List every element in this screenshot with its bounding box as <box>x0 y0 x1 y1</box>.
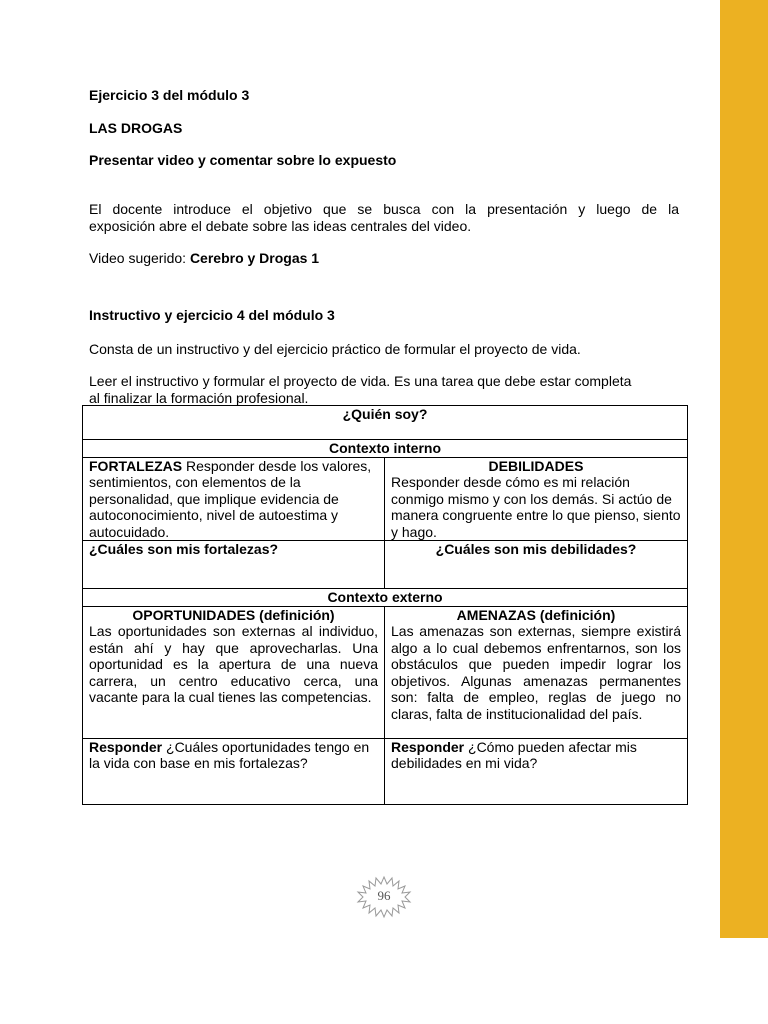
side-color-bar <box>720 0 768 938</box>
intro-line-2: exposición abre el debate sobre las ideas centrales del video. <box>89 218 472 234</box>
page-number-badge <box>352 875 416 919</box>
contexto-interno-cell: Contexto interno <box>83 440 688 458</box>
debilidades-text: Responder desde cómo es mi relación conmigo mismo y con los demás. Si actúo de manera congruente entre lo que pienso, siento y hago. <box>391 474 681 540</box>
debilidades-cell <box>385 457 688 541</box>
task-title: Presentar video y comentar sobre lo expuesto <box>89 152 397 168</box>
video-label: Video sugerido: <box>89 250 190 266</box>
topic-title: LAS DROGAS <box>89 120 183 136</box>
oportunidades-text: Las oportunidades son externas al individuo, están ahí y hay que aprovecharlas. Una oportunidad es la apertura de una nueva carrera, un centro educativo cerca, una vacante para la cual tienes las competencias. <box>89 623 378 705</box>
consta-text: Consta de un instructivo y del ejercicio práctico de formular el proyecto de vida. <box>89 341 581 357</box>
fortalezas-cell <box>83 457 385 541</box>
quien-soy-cell: ¿Quién soy? <box>83 406 688 440</box>
q-oportunidades-cell <box>83 738 385 804</box>
amenazas-text: Las amenazas son externas, siempre existirá algo a lo cual debemos enfrentarnos, son los obstáculos que pueden impedir lograr los objetivos. Algunas amenazas permanentes son: falta de empleo, reglas de juego no claras, falta de institucionalidad del país. <box>391 623 682 722</box>
oportunidades-label: OPORTUNIDADES (definición) <box>132 606 335 623</box>
fortalezas-label: FORTALEZAS <box>89 457 183 474</box>
debilidades-label: DEBILIDADES <box>488 457 584 474</box>
contexto-externo-cell: Contexto externo <box>83 589 688 607</box>
intro-paragraph <box>89 201 679 235</box>
intro-line-1: El docente introduce el objetivo que se busca con la presentación y luego de la <box>89 201 679 217</box>
responder-label-1: Responder <box>89 738 163 755</box>
leer-paragraph <box>89 373 681 407</box>
leer-line-1: Leer el instructivo y formular el proyecto de vida. Es una tarea que debe estar completa <box>89 373 632 389</box>
q-oportunidades-text: ¿Cuáles oportunidades tengo en la vida con base en mis fortalezas? <box>89 738 370 771</box>
responder-label-2: Responder <box>391 738 465 755</box>
project-table <box>82 405 688 805</box>
q-fortalezas-cell: ¿Cuáles son mis fortalezas? <box>83 541 385 589</box>
video-title: Cerebro y Drogas 1 <box>189 250 320 266</box>
q-amenazas-cell <box>385 738 688 804</box>
exercise3-title: Ejercicio 3 del módulo 3 <box>89 87 250 103</box>
exercise4-title: Instructivo y ejercicio 4 del módulo 3 <box>89 307 335 323</box>
video-suggestion <box>89 250 319 267</box>
page-number: 96 <box>377 888 391 903</box>
amenazas-label: AMENAZAS (definición) <box>456 606 616 623</box>
amenazas-cell <box>385 606 688 738</box>
q-debilidades-cell: ¿Cuáles son mis debilidades? <box>385 541 688 589</box>
oportunidades-cell <box>83 606 385 738</box>
fortalezas-text: Responder desde los valores, sentimientos, con elementos de la personalidad, que implique evidencia de autoconocimiento, nivel de autoestima y autocuidado. <box>89 457 372 540</box>
leer-line-2: al finalizar la formación profesional. <box>89 390 309 406</box>
q-amenazas-text: ¿Cómo pueden afectar mis debilidades en mi vida? <box>391 738 637 771</box>
